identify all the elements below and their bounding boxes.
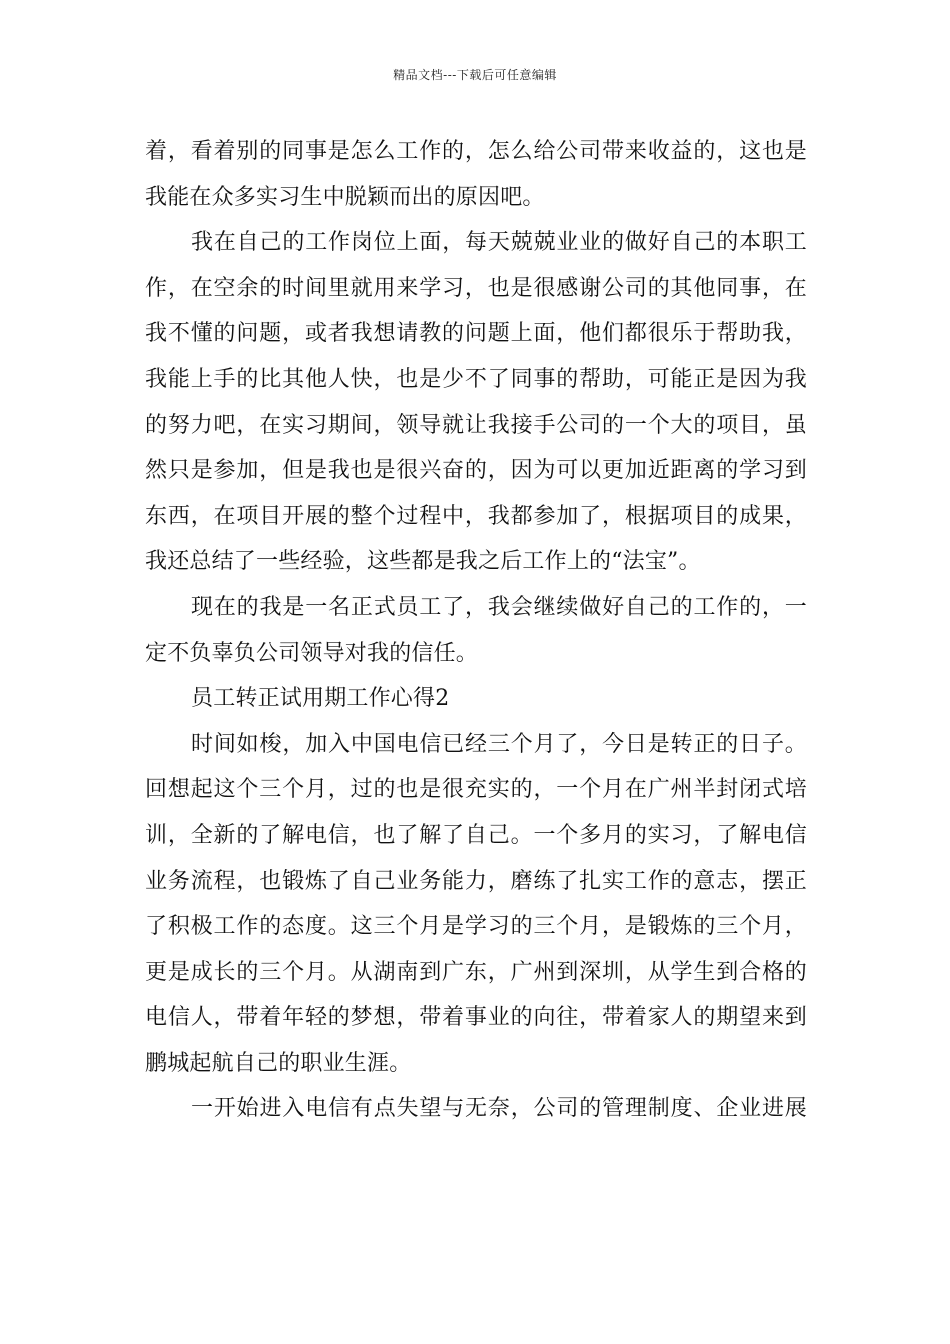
text-line: 鹏城起航自己的职业生涯。 <box>145 1050 412 1076</box>
text-line: 业务流程，也锻炼了自己业务能力，磨练了扎实工作的意志，摆正 <box>145 868 807 894</box>
text-line: 我能在众多实习生中脱颖而出的原因吧。 <box>145 184 545 210</box>
text-line: 我还总结了一些经验，这些都是我之后工作上的“法宝”。 <box>145 549 701 575</box>
text-line: 电信人，带着年轻的梦想，带着事业的向往，带着家人的期望来到 <box>145 1005 807 1031</box>
text-line: 现在的我是一名正式员工了，我会继续做好自己的工作的，一 <box>191 594 807 620</box>
text-line: 训，全新的了解电信，也了解了自己。一个多月的实习，了解电信 <box>145 822 807 848</box>
text-line: 然只是参加，但是我也是很兴奋的，因为可以更加近距离的学习到 <box>145 458 807 484</box>
text-line: 更是成长的三个月。从湖南到广东，广州到深圳，从学生到合格的 <box>145 959 807 985</box>
text-line: 了积极工作的态度。这三个月是学习的三个月，是锻炼的三个月， <box>145 914 807 940</box>
text-line: 一开始进入电信有点失望与无奈，公司的管理制度、企业进展 <box>191 1096 807 1122</box>
text-line: 着，看着别的同事是怎么工作的，怎么给公司带来收益的，这也是 <box>145 139 807 164</box>
text-line: 定不负辜负公司领导对我的信任。 <box>145 640 479 666</box>
page-header: 精品文档---下载后可任意编辑 <box>393 68 557 82</box>
text-line: 我能上手的比其他人快，也是少不了同事的帮助，可能正是因为我 <box>145 366 807 392</box>
text-line: 我不懂的问题，或者我想请教的问题上面，他们都很乐于帮助我， <box>145 321 807 347</box>
document-body <box>145 129 807 1132</box>
text-line: 东西，在项目开展的整个过程中，我都参加了，根据项目的成果， <box>145 503 807 529</box>
text-line: 作，在空余的时间里就用来学习，也是很感谢公司的其他同事，在 <box>145 275 807 301</box>
text-line: 员工转正试用期工作心得2 <box>191 686 450 712</box>
text-line: 回想起这个三个月，过的也是很充实的，一个月在广州半封闭式培 <box>145 777 807 803</box>
text-line: 的努力吧，在实习期间，领导就让我接手公司的一个大的项目，虽 <box>145 412 807 438</box>
text-line: 时间如梭，加入中国电信已经三个月了，今日是转正的日子。 <box>191 731 807 757</box>
text-line: 我在自己的工作岗位上面，每天兢兢业业的做好自己的本职工 <box>191 230 807 256</box>
